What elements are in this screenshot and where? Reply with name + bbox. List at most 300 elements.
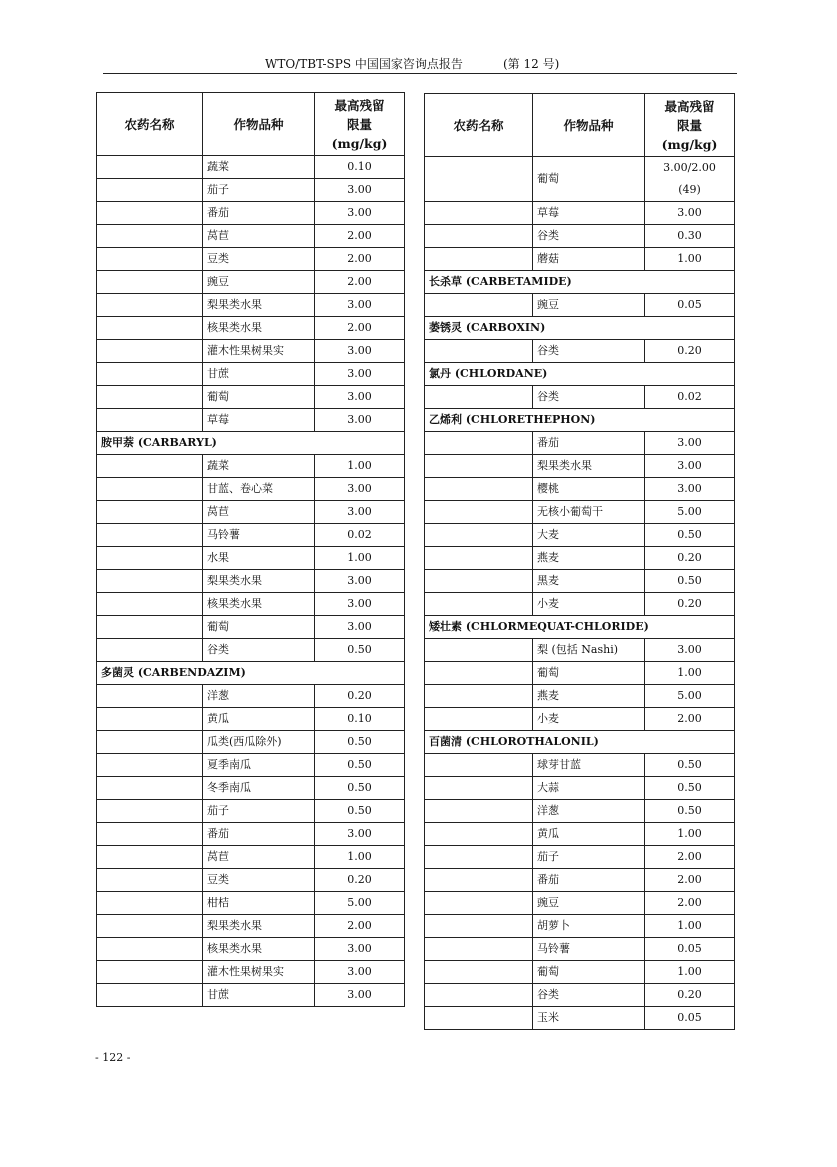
mrl-value-cell: 0.50 (315, 800, 405, 823)
mrl-value-cell: 1.00 (645, 915, 735, 938)
col-header-crop: 作物品种 (533, 94, 645, 157)
crop-cell: 葡萄 (533, 157, 645, 202)
pesticide-cell (97, 777, 203, 800)
mrl-header-unit: (mg/kg) (661, 136, 718, 152)
mrl-value-cell: 3.00 (315, 961, 405, 984)
table-row (425, 639, 735, 662)
pesticide-name: 百菌清 (CHLOROTHALONIL) (425, 731, 735, 754)
mrl-value-cell: 0.50 (645, 570, 735, 593)
mrl-value-cell: 5.00 (645, 501, 735, 524)
mrl-value-cell: 3.00 (645, 202, 735, 225)
pesticide-cell (97, 524, 203, 547)
crop-cell: 甘蔗 (203, 984, 315, 1007)
table-header-row (97, 93, 405, 156)
crop-cell: 葡萄 (203, 616, 315, 639)
pesticide-cell (97, 961, 203, 984)
table-row (97, 731, 405, 754)
table-row (425, 225, 735, 248)
crop-cell: 梨果类水果 (203, 915, 315, 938)
pesticide-cell (97, 800, 203, 823)
table-row (425, 432, 735, 455)
pesticide-cell (425, 639, 533, 662)
pesticide-cell (425, 685, 533, 708)
pesticide-cell (425, 524, 533, 547)
pesticide-cell (97, 593, 203, 616)
table-row (97, 685, 405, 708)
crop-cell: 甘蔗 (203, 363, 315, 386)
crop-cell: 核果类水果 (203, 593, 315, 616)
mrl-value-cell: 5.00 (645, 685, 735, 708)
mrl-value-cell: 0.05 (645, 294, 735, 317)
mrl-value-line2: (49) (678, 183, 701, 196)
table-row (425, 823, 735, 846)
crop-cell: 洋葱 (533, 800, 645, 823)
mrl-table-right (424, 93, 735, 1030)
crop-cell: 核果类水果 (203, 317, 315, 340)
pesticide-name: 萎锈灵 (CARBOXIN) (425, 317, 735, 340)
crop-cell: 洋葱 (203, 685, 315, 708)
pesticide-cell (425, 570, 533, 593)
mrl-value-cell: 0.50 (315, 731, 405, 754)
header-rule (103, 73, 737, 74)
pesticide-cell (425, 593, 533, 616)
pesticide-cell (97, 202, 203, 225)
crop-cell: 大麦 (533, 524, 645, 547)
table-row (97, 340, 405, 363)
mrl-value-cell: 0.02 (315, 524, 405, 547)
crop-cell: 茄子 (203, 179, 315, 202)
mrl-table-left (96, 92, 405, 1007)
mrl-value-cell: 3.00 (645, 478, 735, 501)
pesticide-cell (97, 708, 203, 731)
crop-cell: 梨 (包括 Nashi) (533, 639, 645, 662)
crop-cell: 谷类 (203, 639, 315, 662)
mrl-value-cell: 3.00 (315, 478, 405, 501)
mrl-value-cell: 0.50 (645, 754, 735, 777)
table-row (97, 248, 405, 271)
table-row (425, 961, 735, 984)
pesticide-name: 氯丹 (CHLORDANE) (425, 363, 735, 386)
table-row (425, 800, 735, 823)
table-row (425, 524, 735, 547)
pesticide-cell (425, 455, 533, 478)
table-row (97, 938, 405, 961)
mrl-value-cell: 3.00 (315, 409, 405, 432)
pesticide-cell (425, 202, 533, 225)
mrl-value-cell: 3.00 (315, 938, 405, 961)
mrl-value-cell: 0.20 (645, 340, 735, 363)
mrl-value-cell: 0.50 (315, 754, 405, 777)
crop-cell: 黄瓜 (533, 823, 645, 846)
pesticide-cell (97, 179, 203, 202)
crop-cell: 番茄 (203, 202, 315, 225)
crop-cell: 番茄 (533, 869, 645, 892)
mrl-value-cell: 0.20 (315, 685, 405, 708)
crop-cell: 蔬菜 (203, 156, 315, 179)
pesticide-heading-row (425, 271, 735, 294)
mrl-value-cell: 0.10 (315, 708, 405, 731)
pesticide-cell (97, 639, 203, 662)
pesticide-cell (425, 501, 533, 524)
crop-cell: 谷类 (533, 984, 645, 1007)
pesticide-cell (97, 317, 203, 340)
table-row (425, 777, 735, 800)
table-row (97, 501, 405, 524)
mrl-value-cell: 3.00 (645, 432, 735, 455)
pesticide-cell (97, 938, 203, 961)
mrl-header-line1: 最高残留 (664, 98, 715, 114)
pesticide-cell (97, 340, 203, 363)
crop-cell: 灌木性果树果实 (203, 961, 315, 984)
pesticide-cell (97, 984, 203, 1007)
pesticide-cell (97, 248, 203, 271)
mrl-value-cell: 1.00 (645, 662, 735, 685)
crop-cell: 番茄 (533, 432, 645, 455)
crop-cell: 球芽甘蓝 (533, 754, 645, 777)
pesticide-cell (425, 800, 533, 823)
crop-cell: 小麦 (533, 708, 645, 731)
table-row (97, 616, 405, 639)
table-row (425, 455, 735, 478)
mrl-value-cell: 1.00 (645, 961, 735, 984)
pesticide-cell (97, 547, 203, 570)
crop-cell: 葡萄 (203, 386, 315, 409)
mrl-value-cell: 0.30 (645, 225, 735, 248)
pesticide-cell (425, 846, 533, 869)
mrl-value-cell: 0.05 (645, 938, 735, 961)
crop-cell: 蘑菇 (533, 248, 645, 271)
mrl-header-line2: 限量 (346, 116, 372, 132)
pesticide-cell (97, 846, 203, 869)
crop-cell: 梨果类水果 (533, 455, 645, 478)
pesticide-cell (97, 570, 203, 593)
table-row (97, 593, 405, 616)
crop-cell: 水果 (203, 547, 315, 570)
crop-cell: 胡萝卜 (533, 915, 645, 938)
table-row (97, 524, 405, 547)
crop-cell: 夏季南瓜 (203, 754, 315, 777)
table-row (97, 892, 405, 915)
crop-cell: 小麦 (533, 593, 645, 616)
mrl-value-cell: 5.00 (315, 892, 405, 915)
pesticide-cell (97, 754, 203, 777)
pesticide-cell (425, 823, 533, 846)
pesticide-name: 多菌灵 (CARBENDAZIM) (97, 662, 405, 685)
mrl-value-cell: 1.00 (315, 455, 405, 478)
mrl-value-cell: 3.00 (315, 616, 405, 639)
pesticide-heading-row (97, 662, 405, 685)
pesticide-cell (425, 1007, 533, 1030)
col-header-pesticide: 农药名称 (425, 94, 533, 157)
table-row (97, 800, 405, 823)
table-row (97, 639, 405, 662)
report-title: WTO/TBT-SPS 中国国家咨询点报告 (265, 57, 463, 71)
crop-cell: 茄子 (203, 800, 315, 823)
table-row (97, 915, 405, 938)
crop-cell: 茄子 (533, 846, 645, 869)
mrl-value-cell: 3.00 (315, 593, 405, 616)
pesticide-cell (425, 432, 533, 455)
table-row (425, 892, 735, 915)
pesticide-cell (425, 708, 533, 731)
table-row (425, 869, 735, 892)
table-row (425, 547, 735, 570)
mrl-value-cell: 3.00 (315, 340, 405, 363)
crop-cell: 莴苣 (203, 846, 315, 869)
pesticide-cell (425, 386, 533, 409)
mrl-value-cell: 3.00 (315, 823, 405, 846)
mrl-value-cell (645, 157, 735, 202)
pesticide-cell (425, 984, 533, 1007)
crop-cell: 葡萄 (533, 662, 645, 685)
crop-cell: 樱桃 (533, 478, 645, 501)
col-header-pesticide: 农药名称 (97, 93, 203, 156)
mrl-value-cell: 0.50 (645, 524, 735, 547)
table-row (425, 386, 735, 409)
crop-cell: 瓜类(西瓜除外) (203, 731, 315, 754)
mrl-value-cell: 0.02 (645, 386, 735, 409)
pesticide-cell (97, 455, 203, 478)
mrl-value-cell: 3.00 (315, 179, 405, 202)
table-row (425, 915, 735, 938)
table-header-row (425, 94, 735, 157)
crop-cell: 草莓 (533, 202, 645, 225)
table-row (425, 202, 735, 225)
crop-cell: 黄瓜 (203, 708, 315, 731)
mrl-value-cell: 1.00 (645, 248, 735, 271)
table-row (425, 685, 735, 708)
pesticide-cell (97, 156, 203, 179)
table-row (425, 938, 735, 961)
table-row (97, 708, 405, 731)
pesticide-cell (97, 616, 203, 639)
mrl-value-cell: 0.50 (315, 777, 405, 800)
crop-cell: 蔬菜 (203, 455, 315, 478)
mrl-value-cell: 0.50 (645, 800, 735, 823)
table-row (97, 455, 405, 478)
table-row (97, 846, 405, 869)
pesticide-cell (97, 386, 203, 409)
mrl-value-cell: 3.00 (645, 455, 735, 478)
crop-cell: 大蒜 (533, 777, 645, 800)
pesticide-cell (97, 501, 203, 524)
mrl-header-line2: 限量 (676, 117, 702, 133)
col-header-mrl (645, 94, 735, 157)
crop-cell: 甘蓝、卷心菜 (203, 478, 315, 501)
mrl-value-cell: 2.00 (315, 225, 405, 248)
mrl-value-cell: 0.20 (645, 547, 735, 570)
pesticide-cell (425, 157, 533, 202)
mrl-value-cell: 3.00 (315, 294, 405, 317)
table-row (97, 317, 405, 340)
table-row (97, 961, 405, 984)
pesticide-cell (425, 754, 533, 777)
pesticide-heading-row (425, 363, 735, 386)
pesticide-cell (97, 363, 203, 386)
table-row (425, 984, 735, 1007)
mrl-value-cell: 3.00 (315, 386, 405, 409)
table-row (97, 271, 405, 294)
table-row (97, 777, 405, 800)
crop-cell: 黑麦 (533, 570, 645, 593)
pesticide-cell (97, 478, 203, 501)
pesticide-cell (425, 961, 533, 984)
pesticide-cell (425, 225, 533, 248)
mrl-value-cell: 3.00 (645, 639, 735, 662)
pesticide-heading-row (425, 616, 735, 639)
crop-cell: 谷类 (533, 340, 645, 363)
table-row (425, 294, 735, 317)
crop-cell: 豌豆 (203, 271, 315, 294)
crop-cell: 谷类 (533, 225, 645, 248)
mrl-value-cell: 1.00 (315, 547, 405, 570)
table-row (425, 593, 735, 616)
pesticide-cell (97, 225, 203, 248)
table-row (97, 984, 405, 1007)
crop-cell: 豌豆 (533, 294, 645, 317)
crop-cell: 马铃薯 (533, 938, 645, 961)
table-row (97, 547, 405, 570)
table-row (425, 248, 735, 271)
mrl-value-cell: 0.20 (645, 593, 735, 616)
pesticide-cell (425, 869, 533, 892)
mrl-header-line1: 最高残留 (334, 97, 385, 113)
table-row (425, 340, 735, 363)
pesticide-name: 乙烯利 (CHLORETHEPHON) (425, 409, 735, 432)
pesticide-cell (97, 823, 203, 846)
table-row (97, 294, 405, 317)
crop-cell: 番茄 (203, 823, 315, 846)
table-row (97, 823, 405, 846)
table-row (97, 754, 405, 777)
crop-cell: 豌豆 (533, 892, 645, 915)
pesticide-cell (97, 271, 203, 294)
pesticide-cell (97, 869, 203, 892)
issue-number: (第 12 号) (503, 57, 560, 71)
pesticide-heading-row (97, 432, 405, 455)
mrl-value-cell: 3.00 (315, 363, 405, 386)
table-row (425, 501, 735, 524)
pesticide-heading-row (425, 317, 735, 340)
crop-cell: 豆类 (203, 248, 315, 271)
pesticide-cell (425, 938, 533, 961)
pesticide-name: 胺甲萘 (CARBARYL) (97, 432, 405, 455)
pesticide-cell (97, 915, 203, 938)
mrl-value-cell: 0.50 (645, 777, 735, 800)
mrl-value-cell: 2.00 (315, 248, 405, 271)
crop-cell: 燕麦 (533, 685, 645, 708)
page-number: - 122 - (95, 1051, 131, 1064)
pesticide-cell (425, 662, 533, 685)
crop-cell: 马铃薯 (203, 524, 315, 547)
crop-cell: 梨果类水果 (203, 294, 315, 317)
mrl-value-cell: 1.00 (645, 823, 735, 846)
col-header-mrl (315, 93, 405, 156)
table-row (425, 846, 735, 869)
mrl-value-cell: 2.00 (645, 708, 735, 731)
pesticide-cell (97, 685, 203, 708)
crop-cell: 豆类 (203, 869, 315, 892)
table-row (425, 662, 735, 685)
pesticide-cell (97, 294, 203, 317)
mrl-value-cell: 2.00 (315, 271, 405, 294)
table-row (97, 386, 405, 409)
mrl-value-cell: 1.00 (315, 846, 405, 869)
table-row (97, 363, 405, 386)
pesticide-cell (425, 777, 533, 800)
mrl-value-cell: 0.20 (315, 869, 405, 892)
table-row (97, 869, 405, 892)
pesticide-cell (425, 547, 533, 570)
mrl-value-cell: 2.00 (315, 915, 405, 938)
crop-cell: 燕麦 (533, 547, 645, 570)
table-row (97, 156, 405, 179)
pesticide-name: 长杀草 (CARBETAMIDE) (425, 271, 735, 294)
crop-cell: 冬季南瓜 (203, 777, 315, 800)
mrl-value-cell: 2.00 (645, 892, 735, 915)
pesticide-cell (97, 409, 203, 432)
pesticide-name: 矮壮素 (CHLORMEQUAT-CHLORIDE) (425, 616, 735, 639)
crop-cell: 核果类水果 (203, 938, 315, 961)
table-row (97, 570, 405, 593)
mrl-value-cell: 0.50 (315, 639, 405, 662)
crop-cell: 玉米 (533, 1007, 645, 1030)
mrl-value-cell: 3.00 (315, 202, 405, 225)
mrl-header-unit: (mg/kg) (331, 135, 388, 151)
table-row (425, 570, 735, 593)
table-row (97, 225, 405, 248)
crop-cell: 谷类 (533, 386, 645, 409)
mrl-value-line1: 3.00/2.00 (663, 161, 716, 174)
pesticide-heading-row (425, 409, 735, 432)
crop-cell: 草莓 (203, 409, 315, 432)
mrl-value-cell: 0.10 (315, 156, 405, 179)
crop-cell: 莴苣 (203, 225, 315, 248)
crop-cell: 无核小葡萄干 (533, 501, 645, 524)
pesticide-cell (425, 248, 533, 271)
pesticide-heading-row (425, 731, 735, 754)
pesticide-cell (425, 340, 533, 363)
col-header-crop: 作物品种 (203, 93, 315, 156)
pesticide-cell (97, 892, 203, 915)
table-row (97, 478, 405, 501)
table-row (97, 202, 405, 225)
pesticide-cell (425, 294, 533, 317)
table-row (425, 1007, 735, 1030)
table-row (425, 754, 735, 777)
mrl-value-cell: 2.00 (315, 317, 405, 340)
mrl-value-cell: 2.00 (645, 846, 735, 869)
pesticide-cell (425, 892, 533, 915)
table-row (97, 179, 405, 202)
mrl-value-cell: 3.00 (315, 984, 405, 1007)
mrl-value-cell: 3.00 (315, 501, 405, 524)
crop-cell: 莴苣 (203, 501, 315, 524)
crop-cell: 梨果类水果 (203, 570, 315, 593)
pesticide-cell (97, 731, 203, 754)
table-row (97, 409, 405, 432)
mrl-value-cell: 3.00 (315, 570, 405, 593)
crop-cell: 灌木性果树果实 (203, 340, 315, 363)
crop-cell: 柑桔 (203, 892, 315, 915)
table-row (425, 708, 735, 731)
pesticide-cell (425, 478, 533, 501)
mrl-value-cell: 0.05 (645, 1007, 735, 1030)
pesticide-cell (425, 915, 533, 938)
table-row (425, 157, 735, 202)
mrl-value-cell: 2.00 (645, 869, 735, 892)
table-row (425, 478, 735, 501)
